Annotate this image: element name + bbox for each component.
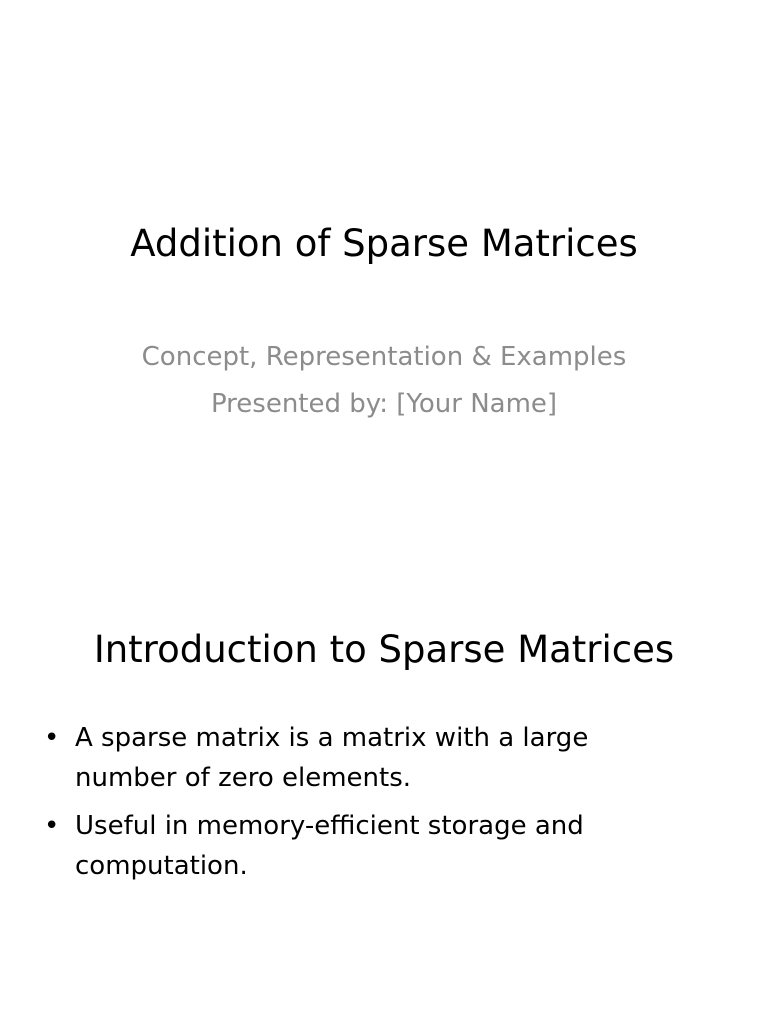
subtitle-line-presenter: Presented by: [Your Name] [210,389,558,419]
bullet-icon: • [44,723,60,753]
bullet-text: A sparse matrix is a matrix with a large number of zero elements. [75,723,589,793]
subtitle-line-concept: Concept, Representation & Examples [141,342,627,372]
bullet-item [44,806,694,886]
bullet-icon: • [44,811,60,841]
slide-title: Introduction to Sparse Matrices [93,628,675,671]
bullet-item [44,718,694,798]
introduction-slide [0,512,768,1024]
bullet-text: Useful in memory-efficient storage and computation. [75,811,584,881]
slide-subtitle [0,334,768,428]
slide-title: Addition of Sparse Matrices [130,222,638,265]
bullet-list [44,718,694,894]
